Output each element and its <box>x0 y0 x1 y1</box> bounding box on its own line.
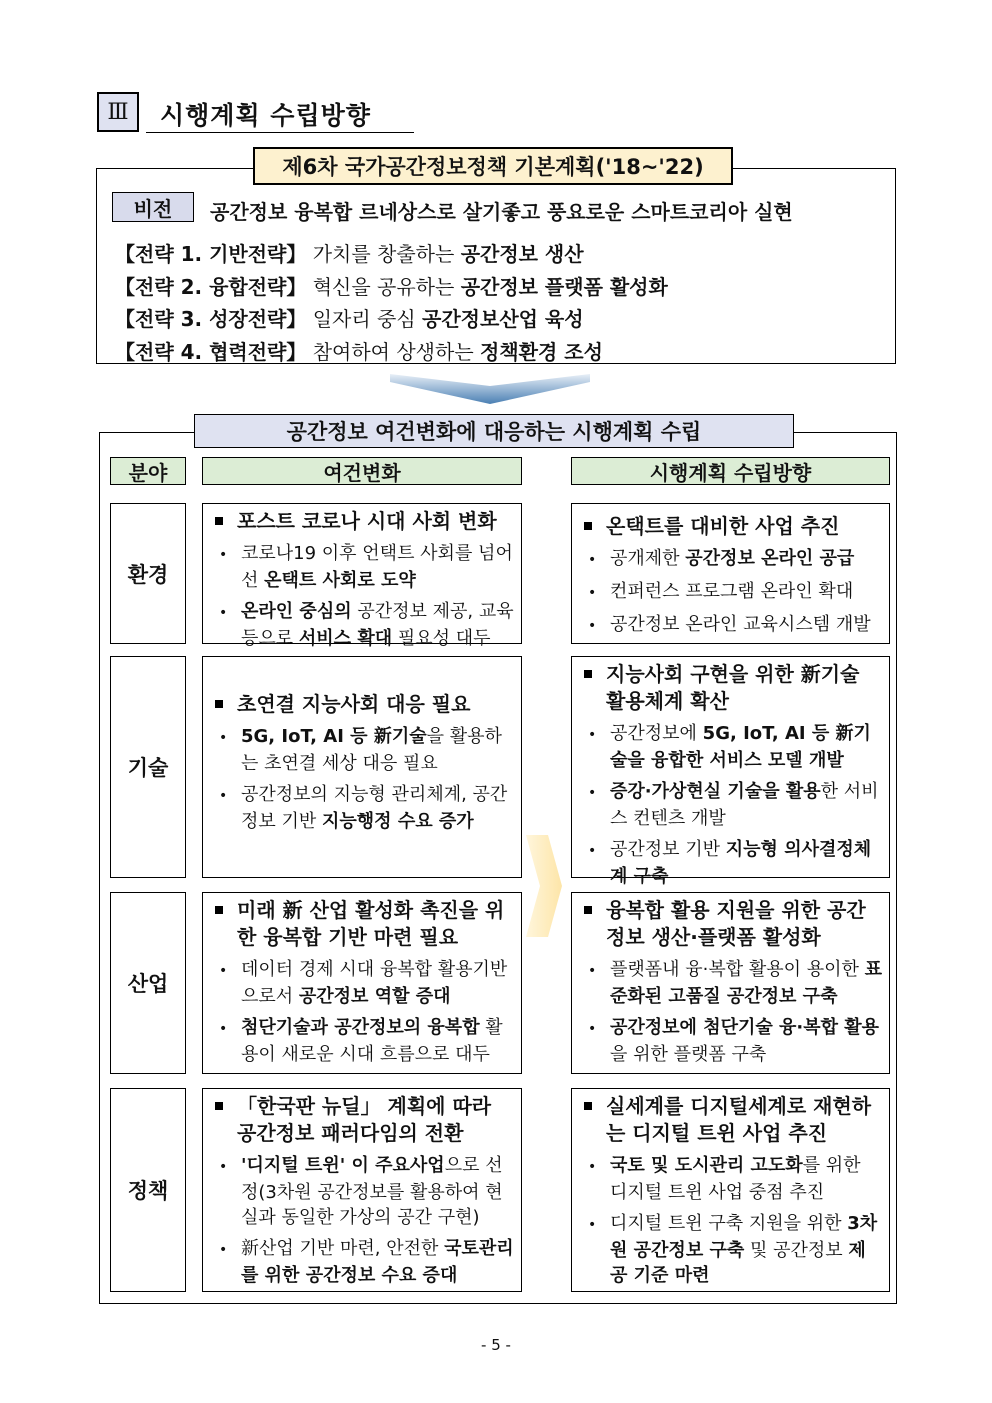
list-item: 「한국판 뉴딜」 계획에 따라 공간정보 패러다임의 전환 <box>209 1093 515 1147</box>
square-bullet-icon <box>215 1102 223 1110</box>
category-policy: 정책 <box>110 1088 186 1292</box>
dot-bullet-icon: • <box>588 727 597 743</box>
list-item: • 컨퍼런스 프로그램 온라인 확대 <box>578 579 883 606</box>
dot-bullet-icon: • <box>588 585 597 601</box>
list-item: 포스트 코로나 시대 사회 변화 <box>209 508 515 535</box>
list-item: • 공간정보에 5G, IoT, AI 등 新기술을 융합한 서비스 모델 개발 <box>588 723 871 771</box>
list-item: • 디지털 트윈 구축 지원을 위한 3차원 공간정보 구축 및 공간정보 제공 기준 마련 <box>588 1213 878 1286</box>
dot-bullet-icon: • <box>219 605 228 621</box>
list-item: • 공간정보의 지능형 관리체계, 공간정보 기반 지능행정 수요 증가 <box>219 784 508 832</box>
list-item: • 첨단기술과 공간정보의 융복합 활용이 새로운 시대 흐름으로 대두 <box>219 1017 503 1065</box>
list-item: • 5G, IoT, AI 등 新기술을 활용하는 초연결 세상 대응 필요 <box>219 726 502 774</box>
list-item: • 플랫폼내 융·복합 활용이 용이한 표준화된 고품질 공간정보 구축 <box>588 959 883 1007</box>
change-cell-technology <box>202 656 522 878</box>
dot-bullet-icon: • <box>588 843 597 859</box>
list-item: 실세계를 디지털세계로 재현하는 디지털 트윈 사업 추진 <box>578 1093 883 1147</box>
square-bullet-icon <box>215 906 223 914</box>
list-item: • 공간정보 기반 지능형 의사결정체계 구축 <box>588 839 872 887</box>
direction-cell-technology <box>571 656 890 887</box>
dot-bullet-icon: • <box>219 1021 228 1037</box>
square-bullet-icon <box>584 670 592 678</box>
dot-bullet-icon: • <box>219 1242 228 1258</box>
dot-bullet-icon: • <box>588 1217 597 1233</box>
list-item: • 데이터 경제 시대 융복합 활용기반으로서 공간정보 역할 증대 <box>219 959 508 1007</box>
list-item: • 新산업 기반 마련, 안전한 국토관리를 위한 공간정보 수요 증대 <box>219 1238 514 1286</box>
change-cell-industry <box>202 892 522 1074</box>
list-item: 온택트를 대비한 사업 추진 <box>578 513 883 540</box>
direction-cell-environment <box>571 503 890 644</box>
square-bullet-icon <box>215 700 223 708</box>
dot-bullet-icon: • <box>588 963 597 979</box>
list-item: • '디지털 트윈' 이 주요사업으로 선정(3차원 공간정보를 활용하여 현실과 동일한 가상의 공간 구현) <box>219 1155 503 1228</box>
list-item: 초연결 지능사회 대응 필요 <box>209 691 515 718</box>
dot-bullet-icon: • <box>219 730 228 746</box>
col-header-direction: 시행계획 수립방향 <box>571 457 890 485</box>
list-item: • 국토 및 도시관리 고도화를 위한 디지털 트윈 사업 중점 추진 <box>588 1155 861 1203</box>
dot-bullet-icon: • <box>588 552 597 568</box>
list-item: 미래 新 산업 활성화 촉진을 위한 융복합 기반 마련 필요 <box>209 897 515 951</box>
list-item: 융복합 활용 지원을 위한 공간정보 생산·플랫폼 활성화 <box>578 897 883 951</box>
strategy-2: 【전략 2. 융합전략】 혁신을 공유하는 공간정보 플랫폼 활성화 <box>115 275 668 299</box>
direction-cell-industry <box>571 892 890 1074</box>
direction-cell-policy <box>571 1088 890 1292</box>
category-technology: 기술 <box>110 656 186 878</box>
list-item: • 증강·가상현실 기술을 활용한 서비스 컨텐츠 개발 <box>588 781 879 829</box>
dot-bullet-icon: • <box>219 963 228 979</box>
vision-text: 공간정보 융복합 르네상스로 살기좋고 풍요로운 스마트코리아 실현 <box>210 200 793 224</box>
list-item: • 공간정보에 첨단기술 융·복합 활용을 위한 플랫폼 구축 <box>588 1017 880 1065</box>
list-item: • 온라인 중심의 공간정보 제공, 교육 등으로 서비스 확대 필요성 대두 <box>219 601 514 649</box>
dot-bullet-icon: • <box>588 785 597 801</box>
strategy-4: 【전략 4. 협력전략】 참여하여 상생하는 정책환경 조성 <box>115 340 603 364</box>
list-item: • 공간정보 온라인 교육시스템 개발 <box>578 612 883 639</box>
category-environment: 환경 <box>110 503 186 644</box>
dot-bullet-icon: • <box>219 788 228 804</box>
col-header-field: 분야 <box>110 457 186 485</box>
right-chevron-icon <box>526 835 562 937</box>
square-bullet-icon <box>215 517 223 525</box>
down-chevron-icon <box>390 372 590 406</box>
col-header-change: 여건변화 <box>202 457 522 485</box>
page-number: - 5 - <box>481 1336 511 1354</box>
square-bullet-icon <box>584 522 592 530</box>
strategy-3: 【전략 3. 성장전략】 일자리 중심 공간정보산업 육성 <box>115 307 584 331</box>
vision-label: 비전 <box>112 192 194 222</box>
implementation-tag: 공간정보 여건변화에 대응하는 시행계획 수립 <box>194 414 794 448</box>
dot-bullet-icon: • <box>219 1159 228 1175</box>
list-item: 지능사회 구현을 위한 新기술 활용체계 확산 <box>578 661 883 715</box>
section-title-underline <box>146 132 414 133</box>
plan-tag: 제6차 국가공간정보정책 기본계획('18~'22) <box>253 147 733 185</box>
section-number: Ⅲ <box>97 92 139 132</box>
square-bullet-icon <box>584 906 592 914</box>
dot-bullet-icon: • <box>219 547 228 563</box>
square-bullet-icon <box>584 1102 592 1110</box>
section-title: 시행계획 수립방향 <box>160 101 371 130</box>
change-cell-policy <box>202 1088 522 1292</box>
category-industry: 산업 <box>110 892 186 1074</box>
list-item: • 공개제한 공간정보 온라인 공급 <box>578 546 883 573</box>
dot-bullet-icon: • <box>588 1021 597 1037</box>
list-item: • 코로나19 이후 언택트 사회를 넘어선 온택트 사회로 도약 <box>219 543 513 591</box>
dot-bullet-icon: • <box>588 618 597 634</box>
dot-bullet-icon: • <box>588 1159 597 1175</box>
change-cell-environment <box>202 503 522 649</box>
strategy-1: 【전략 1. 기반전략】 가치를 창출하는 공간정보 생산 <box>115 242 584 266</box>
